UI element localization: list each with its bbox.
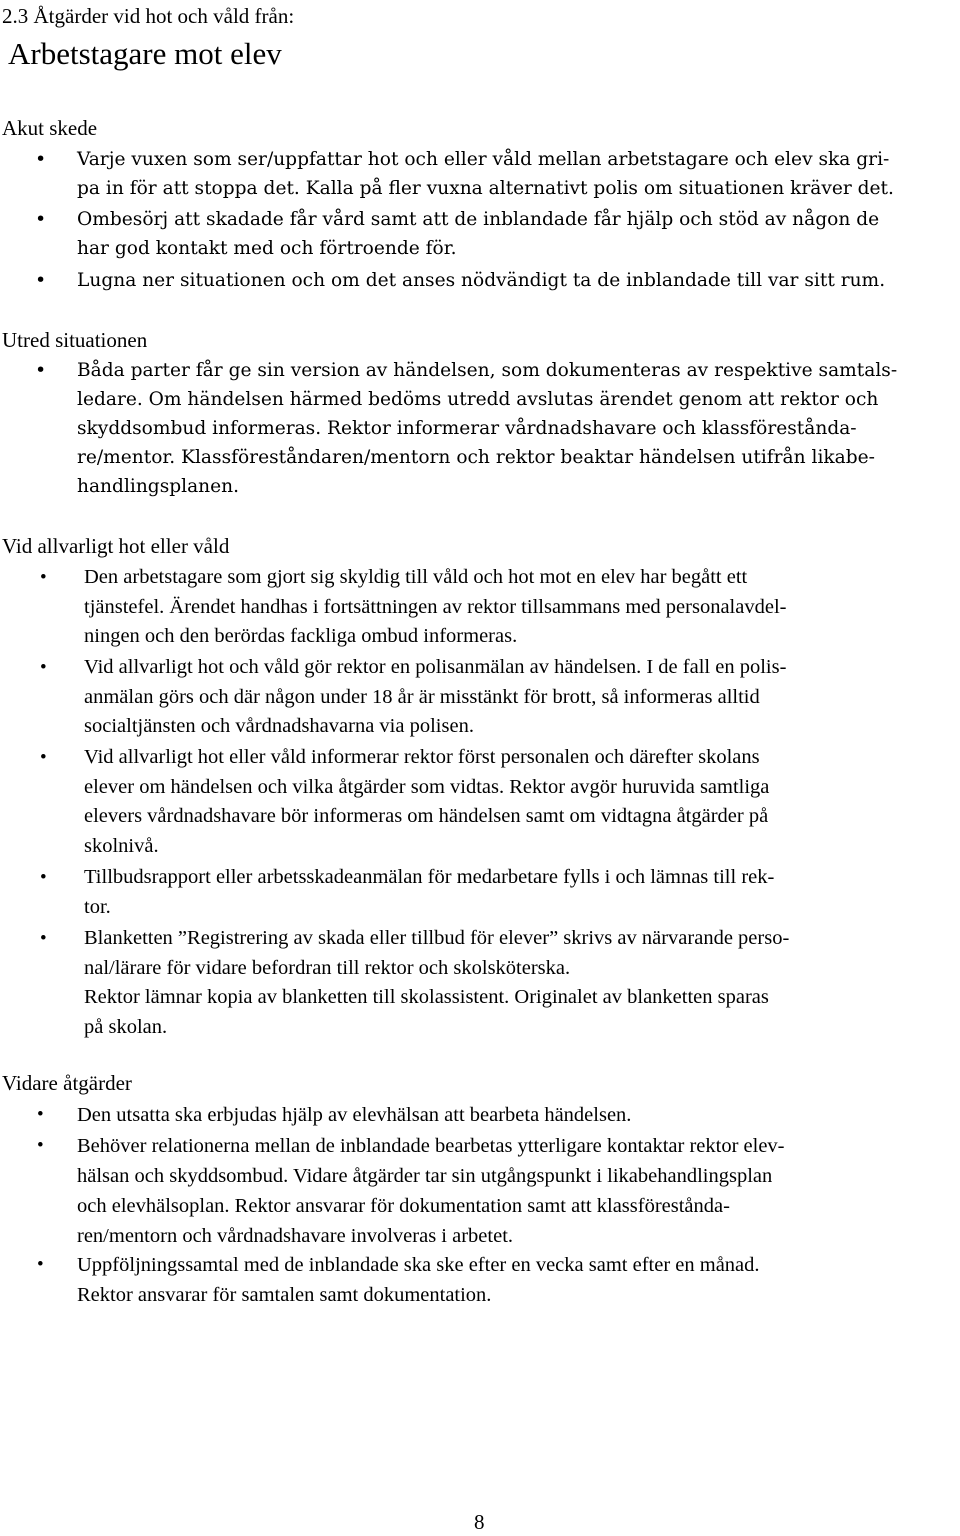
text-line: anmälan görs och där någon under 18 år är misstänkt för brott, så informeras alltid [84, 685, 760, 708]
text-line: nal/lärare för vidare befordran till rektor och skolsköterska. [84, 956, 571, 979]
list-item [35, 205, 947, 263]
list-item [40, 924, 954, 1042]
text-line: elevers vårdnadshavare bör informeras om händelsen samt om vidtagna åtgärder på [84, 805, 769, 828]
text-line: socialtjänsten och vårdnadshavarna via polisen. [84, 715, 474, 738]
text-line: och elevhälsoplan. Rektor ansvarar för dokumentation samt att klassförestånda- [77, 1195, 730, 1217]
text-line: Vid allvarligt hot eller våld informerar rektor först personalen och därefter skolans [84, 746, 760, 768]
text-line: på skolan. [84, 1015, 168, 1038]
list-item [35, 356, 947, 501]
list-item [40, 563, 954, 652]
bullet-icon: • [35, 148, 47, 170]
bullet-icon: • [40, 567, 47, 588]
list-item [35, 145, 947, 203]
text-line: Behöver relationerna mellan de inblandade bearbetas ytterligare kontaktar rektor elev- [77, 1135, 785, 1157]
text-line: handlingsplanen. [77, 476, 240, 497]
text-line: Båda parter får ge sin version av händelsen, som dokumenteras av respektive samtals- [77, 360, 898, 381]
section-heading-akut: Akut skede [2, 116, 98, 140]
section-heading-utred: Utred situationen [2, 328, 148, 352]
list-item [37, 1250, 947, 1310]
section-heading-vidare: Vidare åtgärder [2, 1071, 132, 1095]
section-number-heading: 2.3 Åtgärder vid hot och våld från: [2, 4, 295, 28]
list-item [37, 1131, 947, 1251]
text-line: tor. [84, 895, 111, 918]
section-heading-allvarligt: Vid allvarligt hot eller våld [2, 534, 230, 558]
text-line: Rektor ansvarar för samtalen samt dokumentation. [77, 1284, 492, 1306]
bullet-icon: • [35, 359, 47, 381]
list-item [40, 863, 954, 922]
text-line: Lugna ner situationen och om det anses nödvändigt ta de inblandade till var sitt rum. [77, 270, 886, 291]
text-line: Rektor lämnar kopia av blanketten till skolassistent. Originalet av blanketten sparas [84, 986, 769, 1009]
text-line: elever om händelsen och vilka åtgärder som vidtas. Rektor avgör huruvida samtliga [84, 775, 770, 798]
bullet-icon: • [37, 1135, 44, 1156]
text-line: ningen och den berördas fackliga ombud informeras. [84, 625, 518, 648]
bullet-icon: • [35, 208, 47, 230]
bullet-icon: • [40, 928, 47, 949]
text-line: tjänstefel. Ärendet handhas i fortsättningen av rektor tillsammans med personalavdel- [84, 595, 787, 618]
text-line: Varje vuxen som ser/uppfattar hot och eller våld mellan arbetstagare och elev ska gri- [77, 149, 890, 170]
list-item [35, 266, 947, 295]
list-item [40, 653, 954, 742]
text-line: ledare. Om händelsen härmed bedöms utredd avslutas ärendet genom att rektor och [77, 389, 879, 410]
bullet-icon: • [35, 269, 47, 291]
text-line: Uppföljningssamtal med de inblandade ska ske efter en vecka samt efter en månad. [77, 1254, 760, 1276]
bullet-icon: • [40, 867, 47, 888]
text-line: Den arbetstagare som gjort sig skyldig till våld och hot mot en elev har begått ett [84, 566, 748, 588]
text-line: re/mentor. Klassföreståndaren/mentorn och rektor beaktar händelsen utifrån likabe- [77, 447, 875, 468]
text-line: Den utsatta ska erbjudas hjälp av elevhälsan att bearbeta händelsen. [77, 1104, 632, 1126]
text-line: hälsan och skyddsombud. Vidare åtgärder tar sin utgångspunkt i likabehandlingsplan [77, 1165, 773, 1187]
text-line: Blanketten ”Registrering av skada eller tillbud för elever” skrivs av närvarande perso- [84, 927, 790, 949]
document-title: Arbetstagare mot elev [8, 36, 282, 71]
text-line: Ombesörj att skadade får vård samt att de inblandade får hjälp och stöd av någon de [77, 209, 880, 230]
bullet-icon: • [40, 747, 47, 768]
text-line: skolnivå. [84, 834, 159, 857]
list-item [37, 1100, 947, 1130]
text-line: har god kontakt med och förtroende för. [77, 238, 457, 259]
text-line: ren/mentorn och vårdnadshavare involveras i arbetet. [77, 1225, 514, 1247]
page-number: 8 [474, 1510, 485, 1534]
text-line: Tillbudsrapport eller arbetsskadeanmälan för medarbetare fylls i och lämnas till rek- [84, 866, 775, 888]
text-line: Vid allvarligt hot och våld gör rektor en polisanmälan av händelsen. I de fall en polis- [84, 656, 787, 678]
list-item [40, 743, 954, 861]
bullet-icon: • [37, 1254, 44, 1275]
bullet-icon: • [40, 657, 47, 678]
text-line: skyddsombud informeras. Rektor informerar vårdnadshavare och klassförestånda- [77, 418, 857, 439]
bullet-icon: • [37, 1104, 44, 1125]
text-line: pa in för att stoppa det. Kalla på fler vuxna alternativt polis om situationen kräver det. [77, 178, 894, 199]
